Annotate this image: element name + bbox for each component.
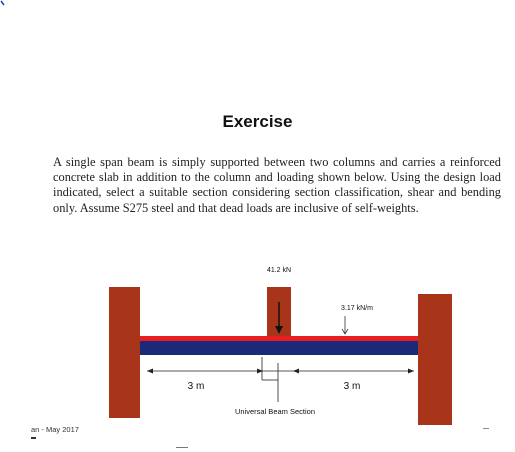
footer-mark [31, 437, 36, 439]
point-load-label: 41.2 kN [266, 267, 292, 274]
section-label: Universal Beam Section [234, 407, 316, 416]
right-span-label: 3 m [343, 381, 361, 392]
concrete-slab [140, 336, 418, 341]
udl-label: 3.17 kN/m [341, 305, 373, 312]
udl-arrow-icon [342, 316, 348, 334]
left-column [109, 287, 140, 418]
bottom-dash [176, 447, 188, 448]
footer-date: an - May 2017 [31, 425, 79, 434]
right-dash [483, 428, 489, 429]
left-span-label: 3 m [187, 381, 205, 392]
exercise-paragraph: A single span beam is simply supported between two columns and carries a reinforced concrete slab in addition to the column and loading shown below. Using the design load indicated, select a suitable section considering section classification, shear and bending only. Assume S275 steel and that dead loads are inclusive of self-weights. [53, 155, 501, 215]
dimension-line [147, 369, 414, 374]
section-leader-line [262, 357, 278, 402]
slide-title: Exercise [222, 112, 293, 131]
steel-beam [140, 341, 418, 355]
right-column [418, 294, 452, 425]
